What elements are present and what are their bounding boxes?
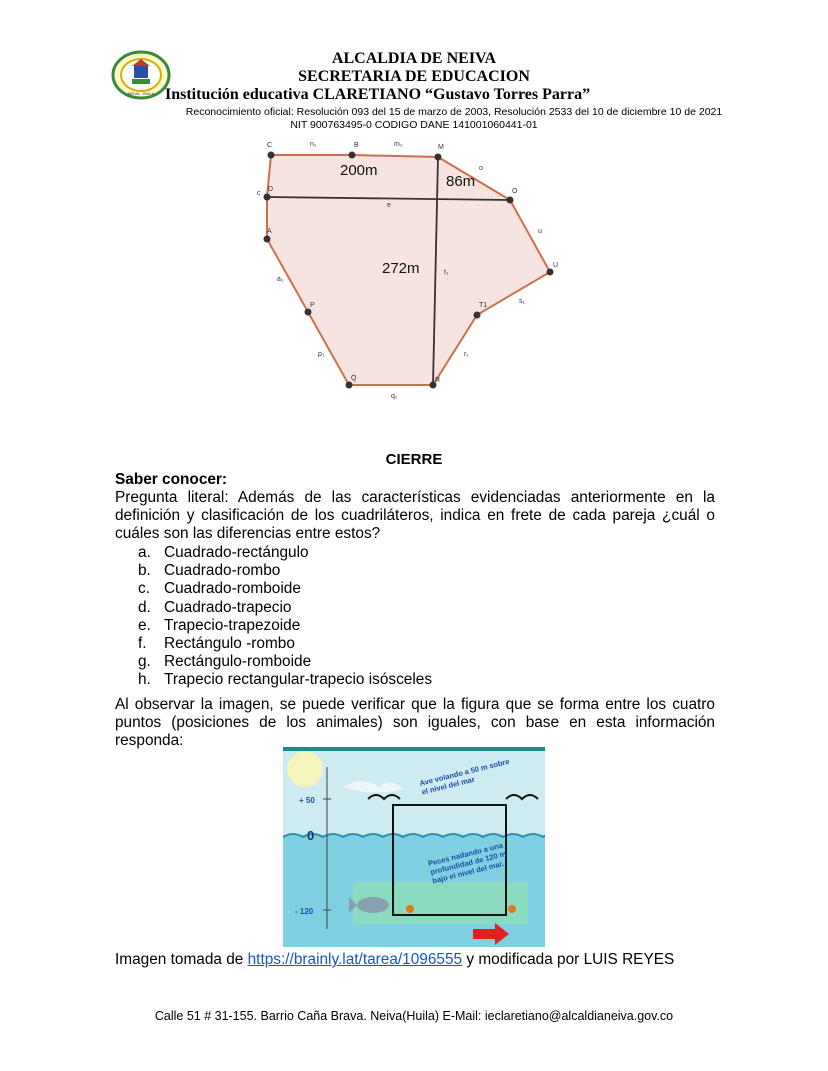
tick-minus-120: - 120 [295,907,314,916]
edge-label: t₁ [444,269,449,276]
edge-label: e [387,202,391,209]
point-label: R [435,377,441,384]
list-item: g. Rectángulo-romboide [138,653,312,671]
list-item: a. Cuadrado-rectángulo [138,544,309,561]
list-item: e. Trapecio-trapezoide [138,616,301,634]
section-title-cierre: CIERRE [385,451,443,468]
list-item: c. Cuadrado-romboide [138,580,301,598]
edge-label: m₂ [394,141,403,148]
sea-level-illustration [283,747,545,947]
point-label: M [438,144,444,151]
point-label: O [512,188,518,195]
header-institution: Institución educativa CLARETIANO “Gustavo Torres Parra” [165,86,591,103]
point-label: B [354,142,359,149]
polygon-figure [248,135,578,410]
question-paragraph: Pregunta literal: Además de las características evidenciadas anteriormente en la definición y clasificación de los cuadriláteros, indica en frete de cada pareja ¿cuál o cuáles son las diferencias entre estos? [115,489,715,543]
observation-paragraph: Al observar la imagen, se puede verificar que la figura que se forma entre los cuatro puntos (posiciones de los animales) son iguales, con base en esta información responda: [115,696,715,750]
list-item: d. Cuadrado-trapecio [138,598,292,616]
edge-label: u [538,228,542,235]
edge-label: r₁ [464,351,469,358]
header-city: ALCALDIA DE NEIVA [331,50,497,67]
point-label: D [268,186,274,193]
edge-label: q₁ [391,393,398,400]
list-item: b. Cuadrado-rombo [138,562,281,580]
point-label: A [267,228,272,235]
image-credit: Imagen tomada de https://brainly.lat/tarea/1096555 y modificada por LUIS REYES [115,951,675,968]
pairs-list [138,544,638,690]
edge-label: s₁ [519,298,525,305]
edge-label: c [257,190,261,197]
point-label: P [310,302,315,309]
tick-plus-50: + 50 [299,796,315,805]
point-label: T1 [479,302,488,309]
measure-right: 86m [446,173,476,190]
header-recognition: Reconocimiento oficial: Resolución 093 del 15 de marzo de 2003, Resolución 2533 del 10 de diciembre 10 de 2021 [185,106,723,118]
measure-top: 200m [340,162,378,179]
point-label: C [267,142,273,149]
header-secretariat: SECRETARIA DE EDUCACION [298,68,530,85]
header-ids: NIT 900763495-0 CODIGO DANE 141001060441-01 [290,119,538,131]
edge-label: n₁ [310,141,317,148]
point-label: U [553,262,559,269]
fish-caption: Peces nadando a una profundidad de 120 m bajo el nivel del mar. [427,840,508,886]
saber-conocer-heading: Saber conocer: [115,471,228,488]
edge-label: p₁ [318,351,325,358]
svg-text:NEIVA - HUILA: NEIVA - HUILA [127,91,155,96]
tick-zero: 0 [307,828,315,843]
edge-label: o [479,165,483,172]
edge-label: a₁ [277,276,284,283]
measure-vertical: 272m [382,260,420,277]
footer-address: Calle 51 # 31-155. Barrio Caña Brava. Neiva(Huila) E-Mail: ieclaretiano@alcaldianeiva.gov.co [154,1009,674,1023]
bird-caption: Ave volando a 50 m sobre el nivel del mar [418,756,511,797]
list-item: f. Rectángulo -rombo [138,635,295,653]
list-item: h. Trapecio rectangular-trapecio isósceles [138,671,433,689]
point-label: Q [351,375,357,382]
credit-link[interactable]: https://brainly.lat/tarea/1096555 [247,951,463,968]
